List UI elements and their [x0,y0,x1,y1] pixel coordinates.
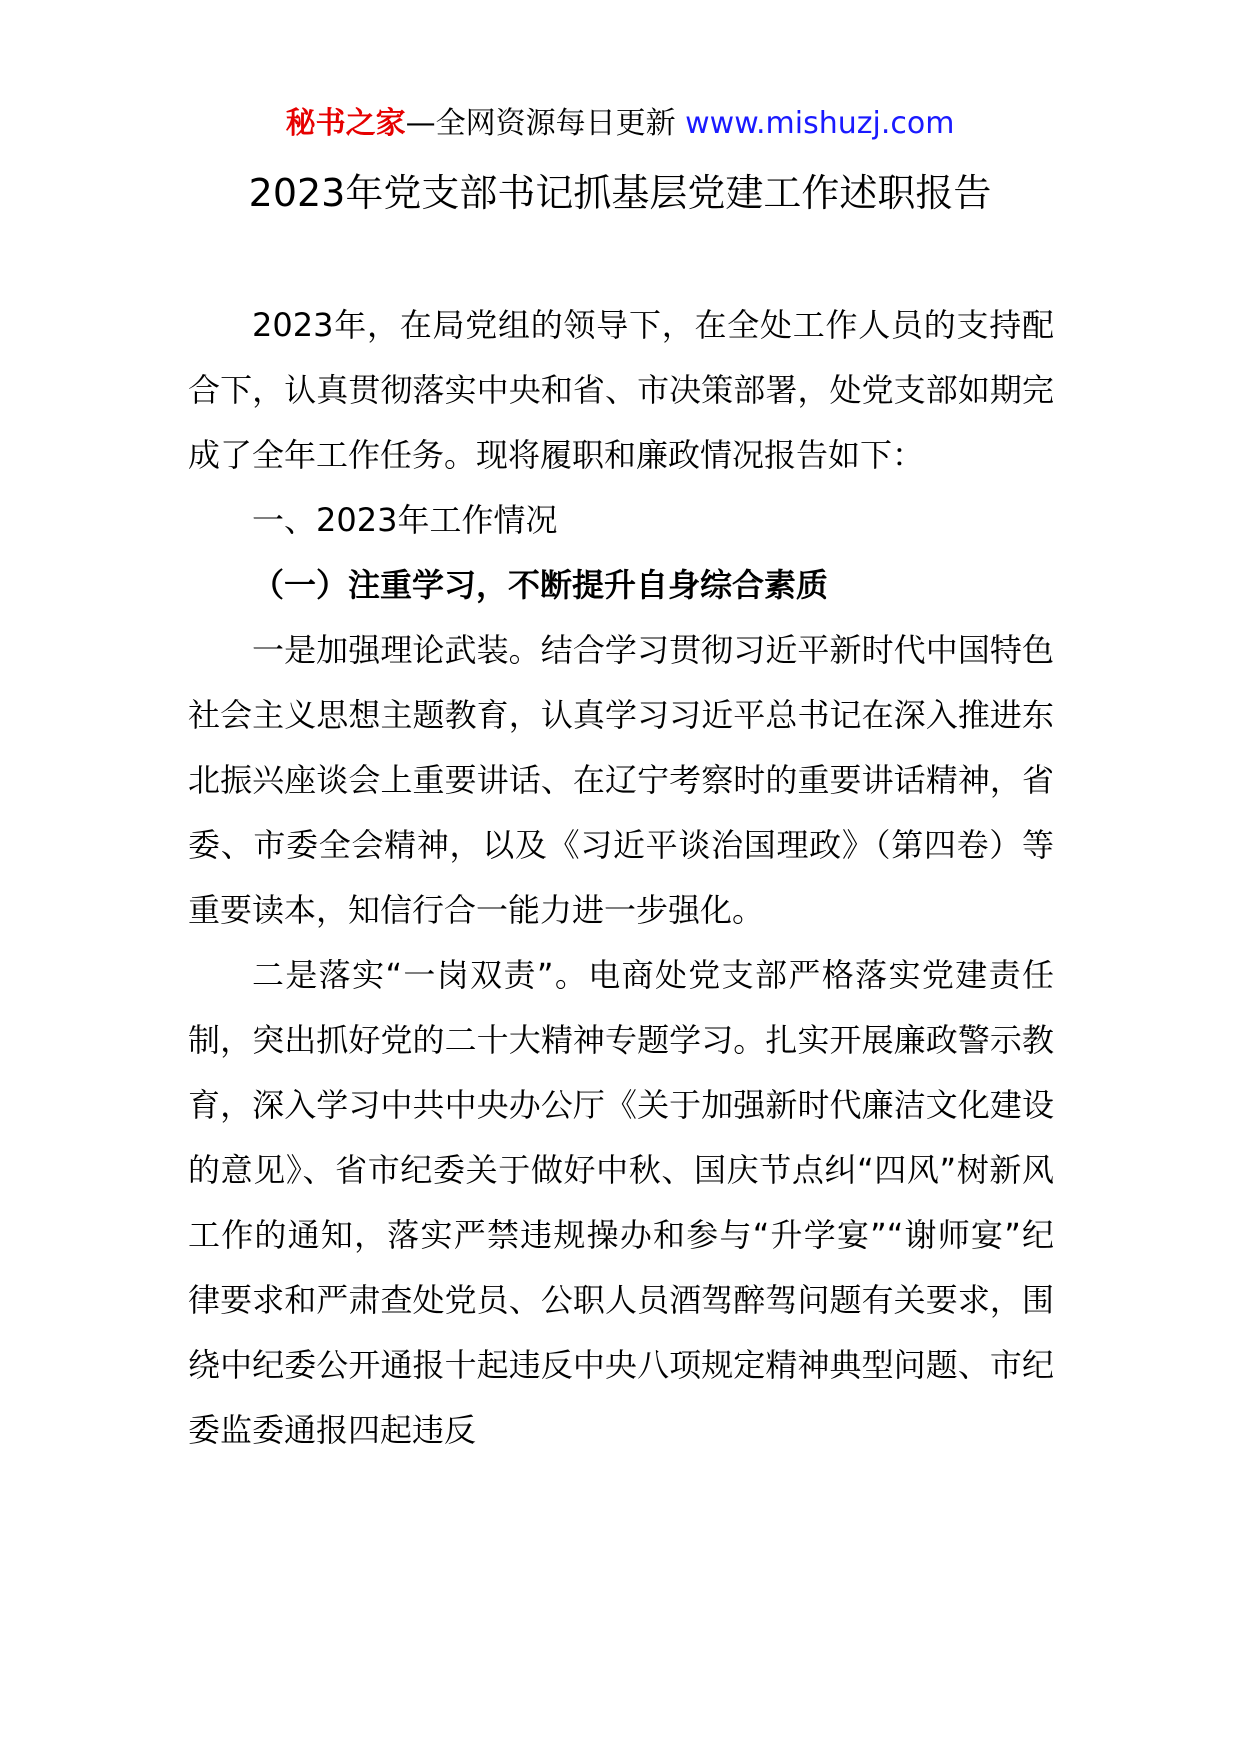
document-title: 2023年党支部书记抓基层党建工作述职报告 [248,171,992,215]
section-heading: 一、2023年工作情况 [252,501,558,539]
subsection-heading: （一）注重学习，不断提升自身综合素质 [252,566,829,604]
document-body [188,293,1054,1463]
body-paragraph: 一是加强理论武装。结合学习贯彻习近平新时代中国特色社会主义思想主题教育，认真学习习近平总书记在深入推进东北振兴座谈会上重要讲话、在辽宁考察时的重要讲话精神，省委、市委全会精神，以及《习近平谈治国理政》（第四卷）等重要读本，知信行合一能力进一步强化。 [188,631,1054,929]
site-url-link[interactable]: www.mishuzj.com [685,106,955,141]
brand-name: 秘书之家 [285,106,406,141]
banner-slogan: —全网资源每日更新 [405,106,676,141]
site-banner [0,100,1240,148]
body-paragraph: 二是落实“一岗双责”。电商处党支部严格落实党建责任制，突出抓好党的二十大精神专题学习。扎实开展廉政警示教育，深入学习中共中央办公厅《关于加强新时代廉洁文化建设的意见》、省市纪委关于做好中秋、国庆节点纠“四风”树新风工作的通知，落实严禁违规操办和参与“升学宴”“谢师宴”纪律要求和严肃查处党员、公职人员酒驾醉驾问题有关要求，围绕中纪委公开通报十起违反中央八项规定精神典型问题、市纪委监委通报四起违反 [188,956,1054,1449]
intro-paragraph: 2023年，在局党组的领导下，在全处工作人员的支持配合下，认真贯彻落实中央和省、市决策部署，处党支部如期完成了全年工作任务。现将履职和廉政情况报告如下： [188,306,1054,474]
